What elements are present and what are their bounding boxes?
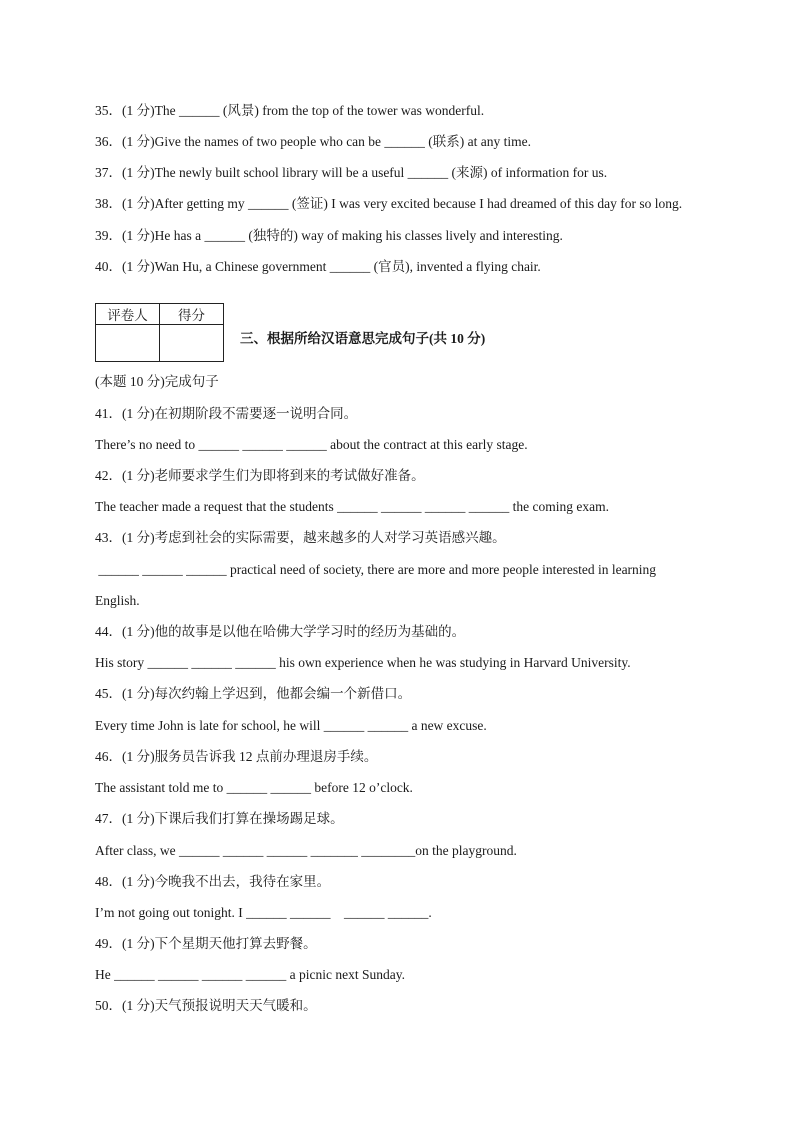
question-42-prompt: 42．(1 分)老师要求学生们为即将到来的考试做好准备。 <box>95 468 425 483</box>
question-38: 38．(1 分)After getting my ______ (签证) I was very excited because I had dreamed of this day for so long. <box>95 196 683 211</box>
question-43-answer: ______ ______ ______ practical need of society, there are more and more people interested in learning <box>95 562 657 577</box>
score-table <box>95 303 224 362</box>
question-50-prompt: 50．(1 分)天气预报说明天天气暖和。 <box>95 998 317 1013</box>
question-48-prompt: 48．(1 分)今晚我不出去，我待在家里。 <box>95 874 331 889</box>
question-44-answer: His story ______ ______ ______ his own experience when he was studying in Harvard University. <box>95 655 631 670</box>
question-49-prompt: 49．(1 分)下个星期天他打算去野餐。 <box>95 936 317 951</box>
question-45-prompt: 45．(1 分)每次约翰上学迟到，他都会编一个新借口。 <box>95 686 412 701</box>
question-43-prompt: 43．(1 分)考虑到社会的实际需要，越来越多的人对学习英语感兴趣。 <box>95 530 506 545</box>
question-45-answer: Every time John is late for school, he will ______ ______ a new excuse. <box>95 718 487 733</box>
question-47-answer: After class, we ______ ______ ______ _______ ________on the playground. <box>95 843 517 858</box>
question-46-prompt: 46．(1 分)服务员告诉我 12 点前办理退房手续。 <box>95 749 378 764</box>
question-36: 36．(1 分)Give the names of two people who can be ______ (联系) at any time. <box>95 134 532 149</box>
question-41-answer: There’s no need to ______ ______ ______ about the contract at this early stage. <box>95 437 528 452</box>
question-40: 40．(1 分)Wan Hu, a Chinese government ______ (官员), invented a flying chair. <box>95 259 541 274</box>
question-35: 35．(1 分)The ______ (风景) from the top of the tower was wonderful. <box>95 103 485 118</box>
question-41-prompt: 41．(1 分)在初期阶段不需要逐一说明合同。 <box>95 406 358 421</box>
question-49-answer: He ______ ______ ______ ______ a picnic next Sunday. <box>95 967 405 982</box>
score-cell[interactable] <box>160 325 224 362</box>
section-3-title: 三、根据所给汉语意思完成句子(共 10 分) <box>240 331 486 346</box>
question-47-prompt: 47．(1 分)下课后我们打算在操场踢足球。 <box>95 811 344 826</box>
reviewer-label: 评卷人 <box>96 304 160 325</box>
question-39: 39．(1 分)He has a ______ (独特的) way of making his classes lively and interesting. <box>95 228 563 243</box>
section-3-instruction: (本题 10 分)完成句子 <box>95 374 219 389</box>
question-42-answer: The teacher made a request that the students ______ ______ ______ ______ the coming exam. <box>95 499 609 514</box>
reviewer-cell[interactable] <box>96 325 160 362</box>
question-46-answer: The assistant told me to ______ ______ before 12 o’clock. <box>95 780 413 795</box>
question-48-answer: I’m not going out tonight. I ______ ______ ______ ______. <box>95 905 432 920</box>
question-44-prompt: 44．(1 分)他的故事是以他在哈佛大学学习时的经历为基础的。 <box>95 624 466 639</box>
question-37: 37．(1 分)The newly built school library will be a useful ______ (来源) of information for us. <box>95 165 608 180</box>
question-43-answer-cont: English. <box>95 593 140 608</box>
score-label: 得分 <box>160 304 224 325</box>
